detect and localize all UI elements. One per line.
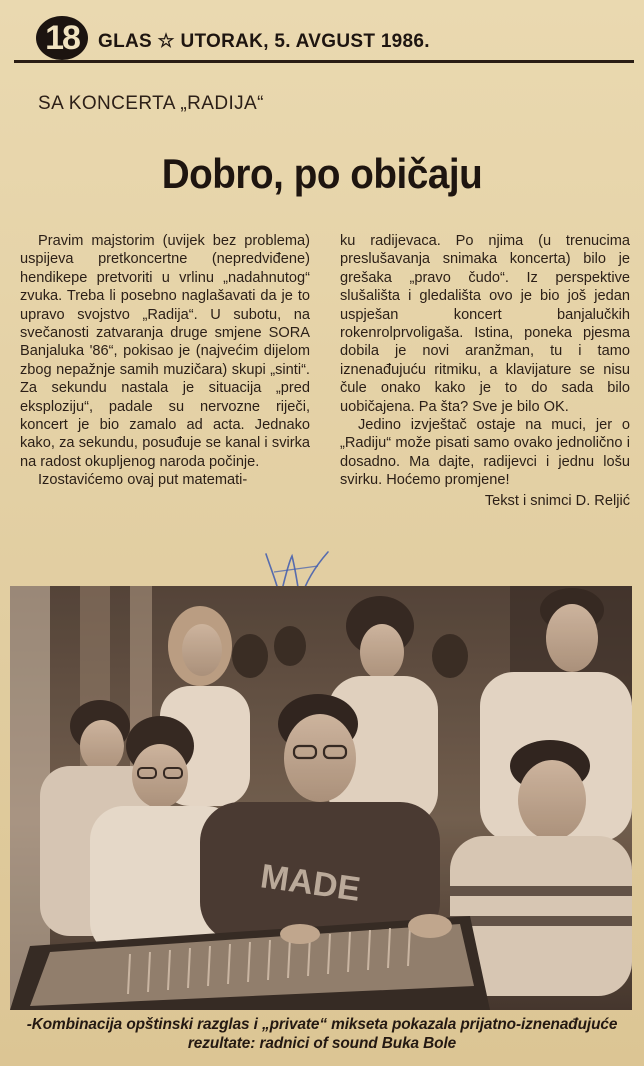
article-column-right <box>340 232 630 510</box>
article-column-left <box>20 232 310 490</box>
photo-illustration <box>10 586 632 1010</box>
masthead-line: GLAS ☆ UTORAK, 5. AVGUST 1986. <box>98 31 430 52</box>
paragraph: Izostavićemo ovaj put matemati- <box>38 472 248 489</box>
paragraph: Pravim majstorim (uvijek bez problema) uspijeva pretkoncertne (nepredviđene) hendikepe pretvoriti u vrlinu „nadahnutog“ zvuka. Treba li posebno naglašavati da je to upravo svojstvo „Radija“. U subotu, na svečanosti zatvaranja druge smjene SORA Banjaluka '86“, pokisao je (najvećim dijelom zbog nepažnje samih muzičara) skupi „sinti“. Za sekundu nastala je situacija „pred eksploziju“, padale su nervozne riječi, koncert je bio zamalo ad acta. Jednako kako, za sekundu, posuđuje se kanal i svirka na radost okupljenog naroda počinje. <box>20 233 310 470</box>
article-kicker: SA KONCERTA „RADIJA“ <box>38 93 264 114</box>
masthead-rule <box>14 60 634 63</box>
masthead <box>18 16 636 60</box>
author-credit: Tekst i snimci D. Reljić <box>484 492 630 509</box>
paragraph: Jedino izvještač ostaje na muci, jer o „Radiju“ može pisati samo ovako jednolično i dosadno. Ma dajte, radijevci i jednu lošu svirku. Hoćemo promjene! <box>340 417 630 489</box>
paragraph-continued: ku radijevaca. Po njima (u trenucima preslušavanja snimaka koncerta) bilo je grešaka „pravo čudo“. Iz perspektive slušališta i gledališta ovo je bio još jedan uspješan koncert banjalučkih rokenrolprvoligaša. Istina, poneka pjesma dobila je novi aranžman, tu i tamo iznenađujuću ritmiku, a klavijature se nisu čule onako kako je to do sada bilo uobičajena. Pa šta? Sve je bilo OK. <box>340 233 630 415</box>
shirt-text: MADE <box>258 857 363 909</box>
photo-caption: -Kombinacija opštinski razglas i „private“ mikseta pokazala prijatno-iznenađujuće rezultate: radnici of sound Buka Bole <box>26 1016 618 1052</box>
concert-photo <box>10 586 632 1010</box>
page-number-badge: 18 <box>36 16 88 60</box>
article-headline: Dobro, po običaju <box>161 150 483 197</box>
